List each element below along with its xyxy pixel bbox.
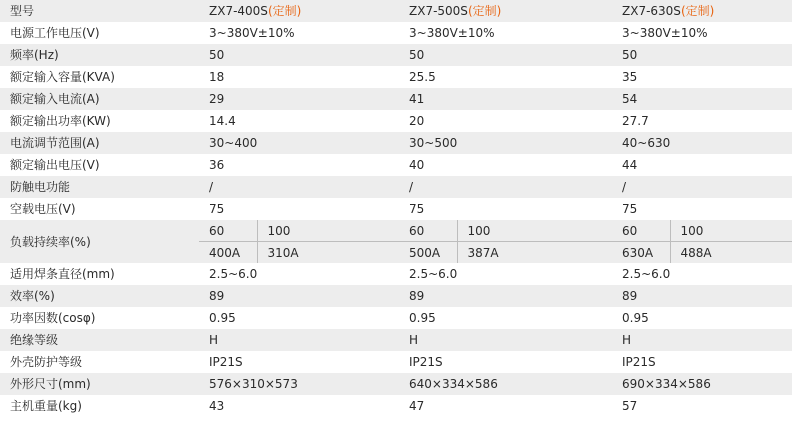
duty-percent: 100 bbox=[257, 220, 399, 242]
cell-value: 3~380V±10% bbox=[399, 22, 612, 44]
row-label: 绝缘等级 bbox=[0, 329, 199, 351]
model-note: (定制) bbox=[680, 4, 715, 18]
table-row bbox=[0, 110, 792, 132]
model-note: (定制) bbox=[267, 4, 302, 18]
cell-value: 40~630 bbox=[612, 132, 792, 154]
cell-value: / bbox=[199, 176, 399, 198]
duty-percent: 60 bbox=[612, 220, 670, 242]
cell-value: 0.95 bbox=[399, 307, 612, 329]
row-label: 效率(%) bbox=[0, 285, 199, 307]
cell-value: 89 bbox=[199, 285, 399, 307]
cell-value: 640×334×586 bbox=[399, 373, 612, 395]
table-row bbox=[0, 66, 792, 88]
cell-value: 30~400 bbox=[199, 132, 399, 154]
cell-value: 25.5 bbox=[399, 66, 612, 88]
duty-row-percent bbox=[0, 220, 792, 242]
model-name: ZX7-500S bbox=[409, 4, 468, 18]
row-label: 额定输入电流(A) bbox=[0, 88, 199, 110]
cell-value: 75 bbox=[612, 198, 792, 220]
model-name: ZX7-400S bbox=[209, 4, 268, 18]
duty-current: 310A bbox=[257, 242, 399, 264]
row-label: 适用焊条直径(mm) bbox=[0, 263, 199, 285]
duty-current: 630A bbox=[612, 242, 670, 264]
cell-value: 20 bbox=[399, 110, 612, 132]
cell-value: 50 bbox=[612, 44, 792, 66]
table-row bbox=[0, 307, 792, 329]
row-label: 额定输出功率(KW) bbox=[0, 110, 199, 132]
table-row bbox=[0, 88, 792, 110]
cell-value: 40 bbox=[399, 154, 612, 176]
duty-percent: 100 bbox=[670, 220, 792, 242]
cell-value: H bbox=[612, 329, 792, 351]
cell-value: 14.4 bbox=[199, 110, 399, 132]
cell-value: 0.95 bbox=[612, 307, 792, 329]
cell-value: 44 bbox=[612, 154, 792, 176]
table-row bbox=[0, 198, 792, 220]
cell-value: 75 bbox=[399, 198, 612, 220]
cell-value: 50 bbox=[199, 44, 399, 66]
header-label: 型号 bbox=[0, 0, 199, 22]
table-row bbox=[0, 285, 792, 307]
cell-value: IP21S bbox=[399, 351, 612, 373]
row-label: 防触电功能 bbox=[0, 176, 199, 198]
model-header-500 bbox=[399, 0, 612, 22]
cell-value: 0.95 bbox=[199, 307, 399, 329]
table-row bbox=[0, 263, 792, 285]
row-label: 额定输出电压(V) bbox=[0, 154, 199, 176]
row-label: 空载电压(V) bbox=[0, 198, 199, 220]
cell-value: 41 bbox=[399, 88, 612, 110]
row-label: 频率(Hz) bbox=[0, 44, 199, 66]
duty-current: 500A bbox=[399, 242, 457, 264]
cell-value: 89 bbox=[399, 285, 612, 307]
cell-value: H bbox=[199, 329, 399, 351]
cell-value: 27.7 bbox=[612, 110, 792, 132]
cell-value: 576×310×573 bbox=[199, 373, 399, 395]
model-note: (定制) bbox=[467, 4, 502, 18]
cell-value: 43 bbox=[199, 395, 399, 417]
cell-value: 2.5~6.0 bbox=[399, 263, 612, 285]
table-row bbox=[0, 132, 792, 154]
table-row bbox=[0, 373, 792, 395]
duty-percent: 60 bbox=[199, 220, 257, 242]
model-header-630 bbox=[612, 0, 792, 22]
table-row bbox=[0, 351, 792, 373]
table-row bbox=[0, 154, 792, 176]
row-label: 主机重量(kg) bbox=[0, 395, 199, 417]
cell-value: 75 bbox=[199, 198, 399, 220]
duty-current: 400A bbox=[199, 242, 257, 264]
table-row bbox=[0, 329, 792, 351]
header-row bbox=[0, 0, 792, 22]
cell-value: / bbox=[612, 176, 792, 198]
cell-value: 2.5~6.0 bbox=[612, 263, 792, 285]
row-label: 电流调节范围(A) bbox=[0, 132, 199, 154]
duty-percent: 100 bbox=[457, 220, 612, 242]
row-label: 负载持续率(%) bbox=[0, 220, 199, 263]
cell-value: 2.5~6.0 bbox=[199, 263, 399, 285]
cell-value: 29 bbox=[199, 88, 399, 110]
duty-current: 387A bbox=[457, 242, 612, 264]
cell-value: 36 bbox=[199, 154, 399, 176]
table-row bbox=[0, 22, 792, 44]
model-name: ZX7-630S bbox=[622, 4, 681, 18]
cell-value: H bbox=[399, 329, 612, 351]
table-row bbox=[0, 395, 792, 417]
cell-value: IP21S bbox=[612, 351, 792, 373]
cell-value: 35 bbox=[612, 66, 792, 88]
row-label: 电源工作电压(V) bbox=[0, 22, 199, 44]
table-row bbox=[0, 176, 792, 198]
cell-value: 89 bbox=[612, 285, 792, 307]
duty-percent: 60 bbox=[399, 220, 457, 242]
row-label: 额定输入容量(KVA) bbox=[0, 66, 199, 88]
cell-value: 690×334×586 bbox=[612, 373, 792, 395]
cell-value: 50 bbox=[399, 44, 612, 66]
model-header-400 bbox=[199, 0, 399, 22]
row-label: 功率因数(cosφ) bbox=[0, 307, 199, 329]
cell-value: / bbox=[399, 176, 612, 198]
cell-value: 30~500 bbox=[399, 132, 612, 154]
cell-value: 54 bbox=[612, 88, 792, 110]
table-row bbox=[0, 44, 792, 66]
cell-value: IP21S bbox=[199, 351, 399, 373]
duty-current: 488A bbox=[670, 242, 792, 264]
row-label: 外壳防护等级 bbox=[0, 351, 199, 373]
cell-value: 57 bbox=[612, 395, 792, 417]
row-label: 外形尺寸(mm) bbox=[0, 373, 199, 395]
cell-value: 3~380V±10% bbox=[612, 22, 792, 44]
cell-value: 47 bbox=[399, 395, 612, 417]
cell-value: 18 bbox=[199, 66, 399, 88]
cell-value: 3~380V±10% bbox=[199, 22, 399, 44]
